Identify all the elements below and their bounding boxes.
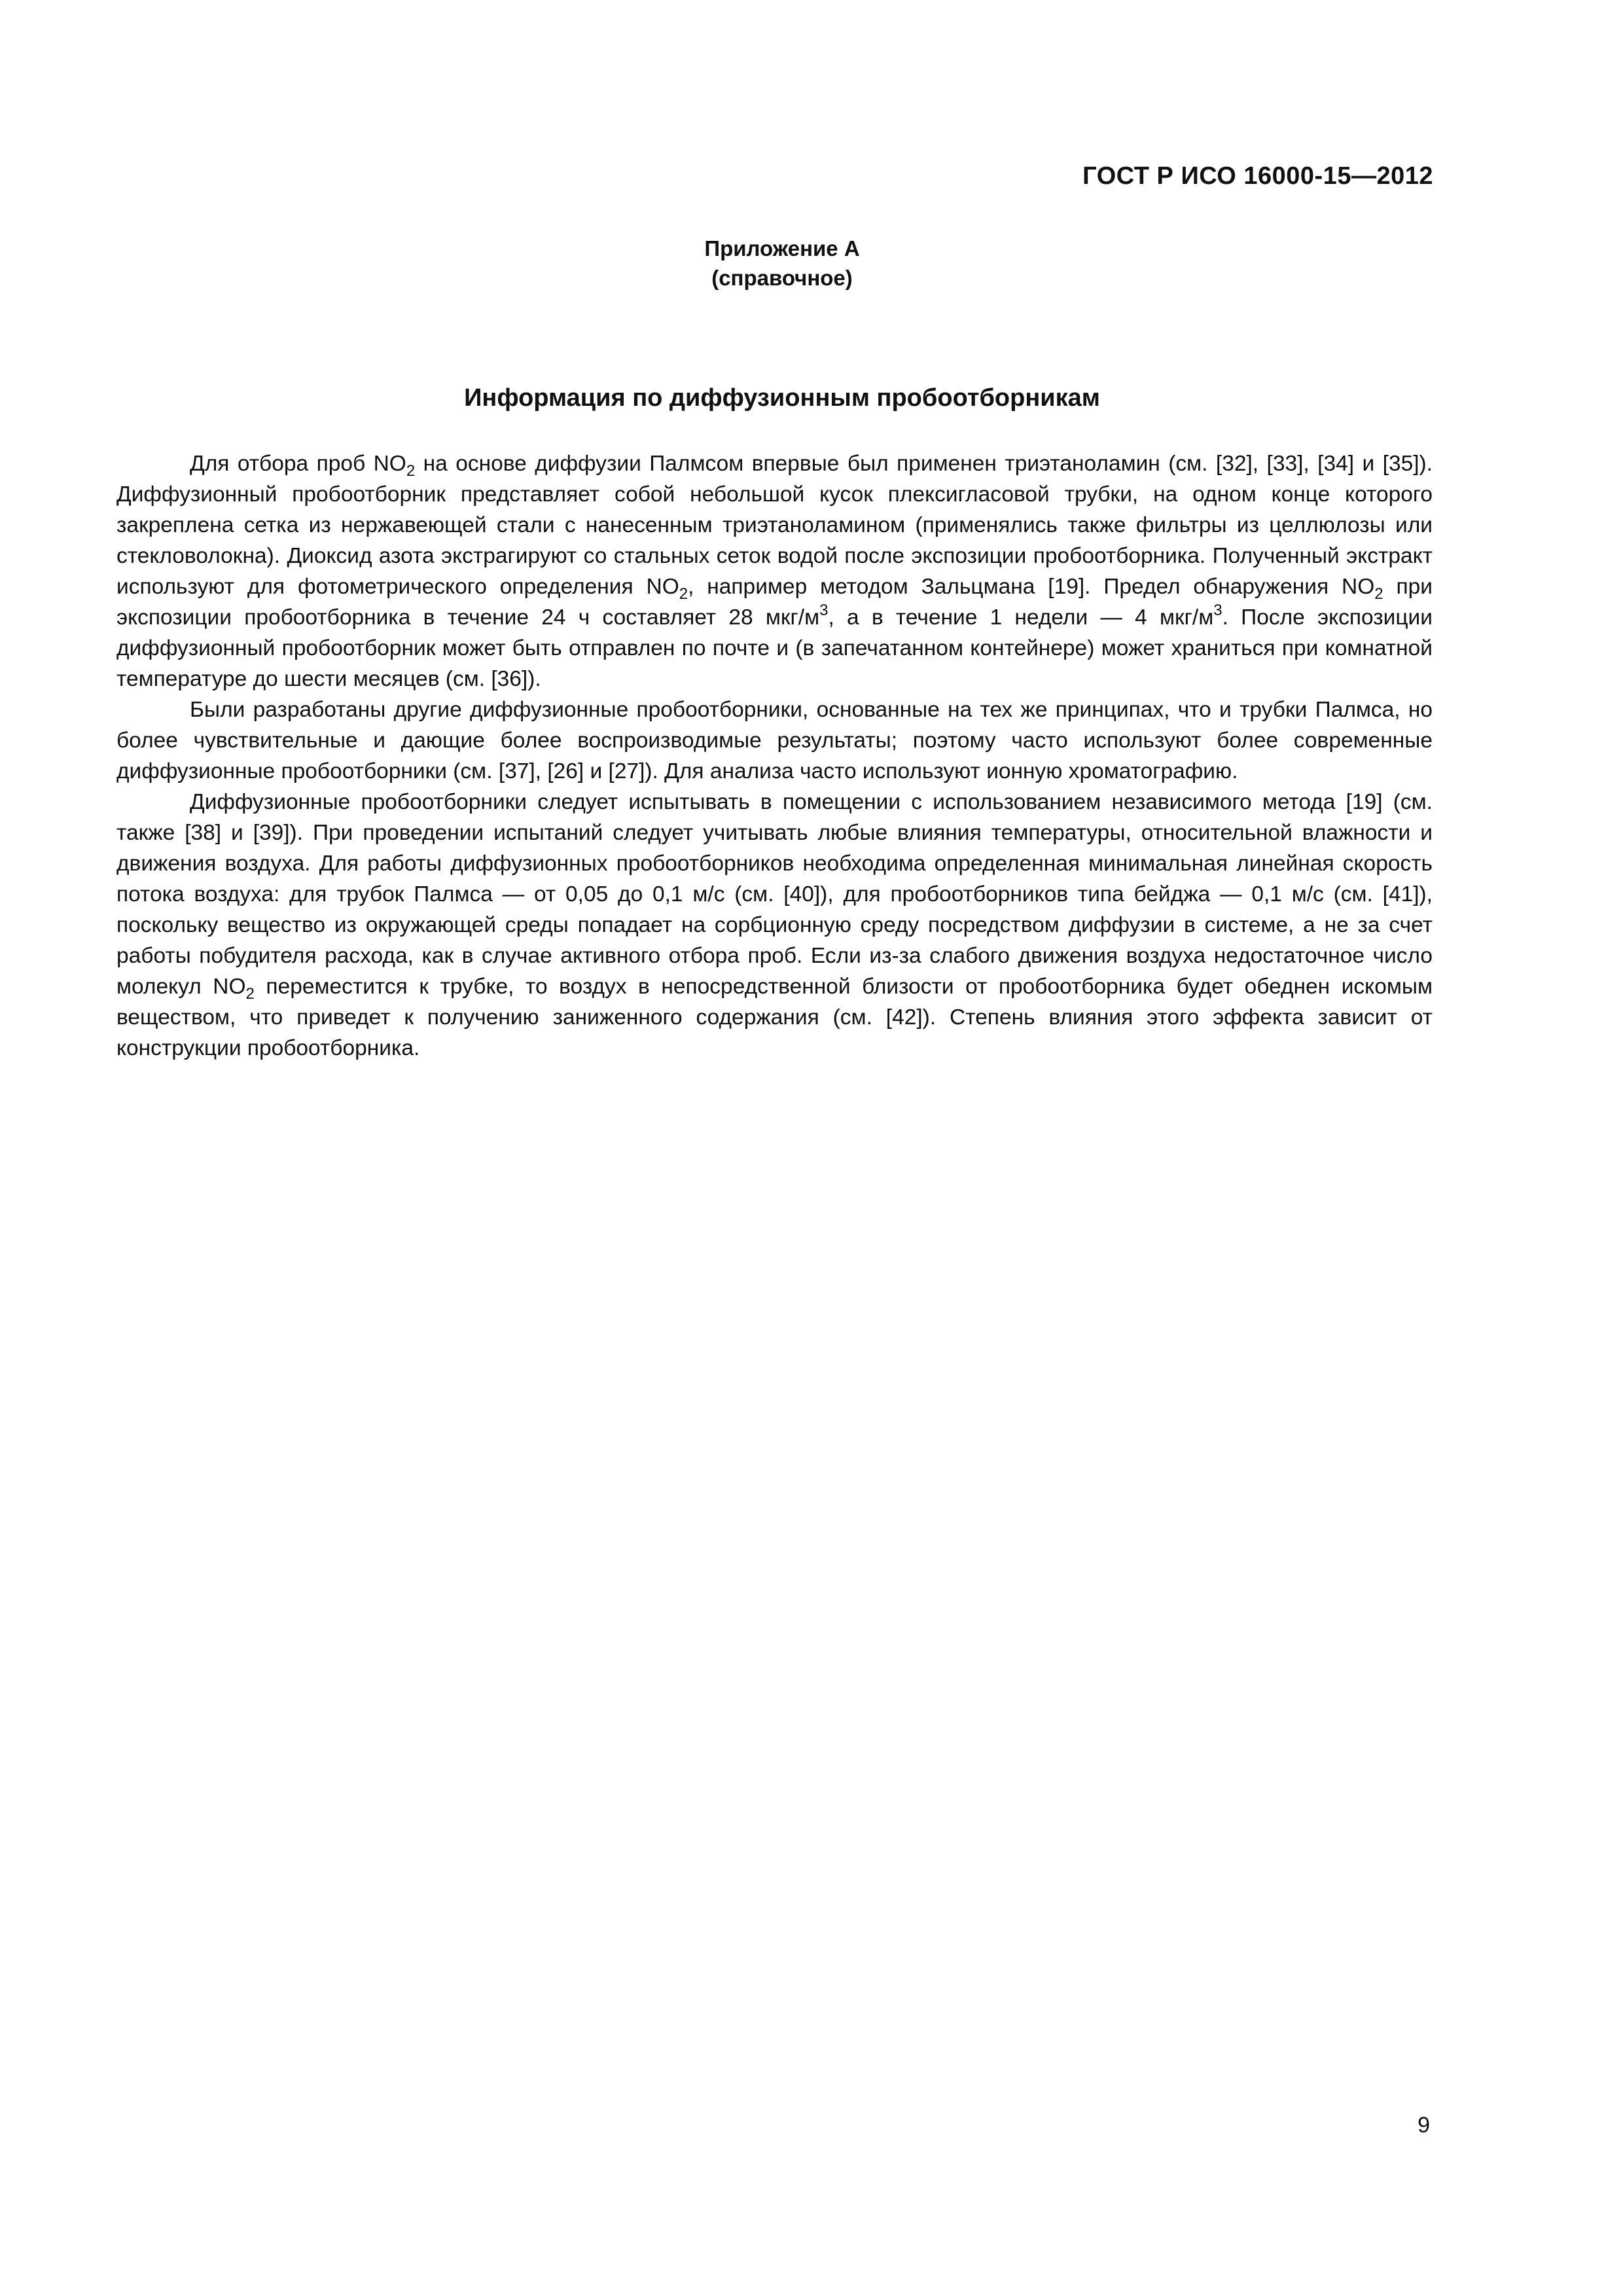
annex-title: Информация по диффузионным пробоотборникам <box>464 384 1100 412</box>
body-text <box>116 448 1433 1064</box>
page-number: 9 <box>1418 2113 1430 2138</box>
annex-heading <box>0 234 1564 293</box>
paragraph-1: Для отбора проб $NO_2$ на основе диффузии Палмсом впервые был применен триэтаноламин (см. [32], [33], [34] и [35]). Диффузионный пробоотборник представляет собой небольшой кусок плексигласовой трубки, на одном конце которого закреплена сетка из нержавеющей стали с нанесенным триэтаноламином (применялись также фильтры из целлюлозы или стекловолокна). Диоксид азота экстрагируют со стальных сеток водой после экспозиции пробоотборника. Полученный экстракт используют для фотометрического определения $NO_2$, например методом Зальцмана [19]. Предел обнаружения $NO_2$ при экспозиции пробоотборника в течение 24 ч составляет 28 мкг/$м^3$, а в течение 1 недели — 4 мкг/$м^3$. После экспозиции диффузионный пробоотборник может быть отправлен по почте и (в запечатанном контейнере) может храниться при комнатной температуре до шести месяцев (см. [36]). <box>116 452 1433 691</box>
paragraph-3: Диффузионные пробоотборники следует испытывать в помещении с использованием независимого метода [19] (см. также [38] и [39]). При проведении испытаний следует учитывать любые влияния температуры, относительной влажности и движения воздуха. Для работы диффузионных пробоотборников необходима определенная минимальная линейная скорость потока воздуха: для трубок Палмса — от 0,05 до 0,1 м/с (см. [40]), для пробоотборников типа бейджа — 0,1 м/с (см. [41]), поскольку вещество из окружающей среды попадает на сорбционную среду посредством диффузии в системе, а не за счет работы побудителя расхода, как в случае активного отбора проб. Если из-за слабого движения воздуха недостаточное число молекул $NO_2$ переместится к трубке, то воздух в непосредственной близости от пробоотборника будет обеднен искомым веществом, что приведет к получению заниженного содержания (см. [42]). Степень влияния этого эффекта зависит от конструкции пробоотборника. <box>116 790 1433 1060</box>
annex-label: Приложение А <box>704 236 860 260</box>
annex-type: (справочное) <box>711 266 853 290</box>
document-code-header: ГОСТ Р ИСО 16000-15—2012 <box>1082 162 1433 190</box>
paragraph-2: Были разработаны другие диффузионные пробоотборники, основанные на тех же принципах, что и трубки Палмса, но более чувствительные и дающие более воспроизводимые результаты; поэтому часто используют более современные диффузионные пробоотборники (см. [37], [26] и [27]). Для анализа часто используют ионную хроматографию. <box>116 698 1433 783</box>
